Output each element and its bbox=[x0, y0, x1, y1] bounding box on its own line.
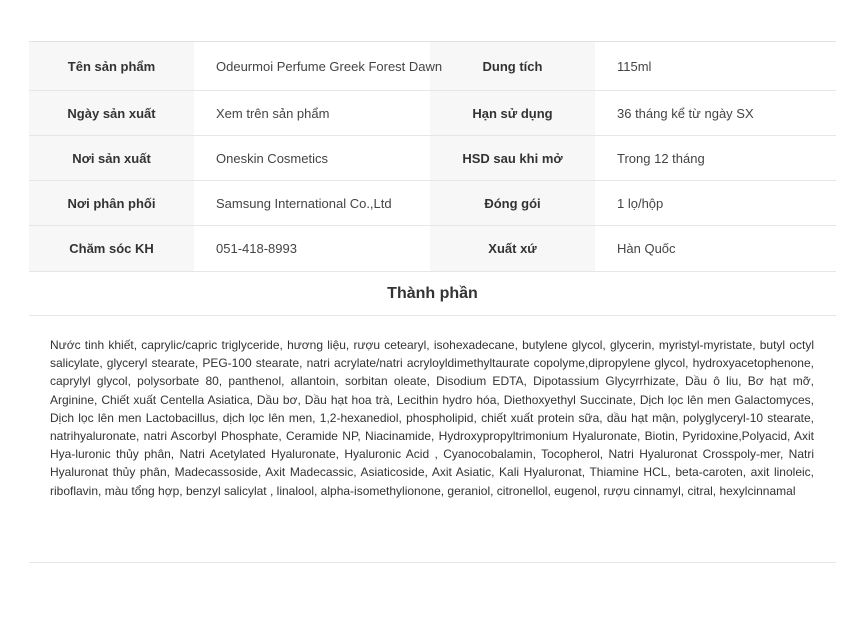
ingredients-text: Nước tinh khiết, caprylic/capric triglyceride, hương liệu, rượu cetearyl, isohexadecane, butylene glycol, glycerin, myristyl-myristate, butyl octyl salicylate, glyceryl stearate, PEG-100 stearate, natri acrylate/natri acryloyldimethyltaurate copolyme,dipropylene glycol, hydroxyacetophenone, caprylyl glycol, polysorbate 80, panthenol, allantoin, sorbitan oleate, Disodium EDTA, Dipotassium Glycyrrhizate, Dầu ô liu, Bơ hạt mỡ, Arginine, Chiết xuất Centella Asiatica, Dầu bơ, Dầu hạt hoa trà, Lecithin hydro hóa, Diethoxyethyl Succinate, Dịch lọc lên men Galactomyces, Dịch lọc lên men Lactobacillus, dịch lọc lên men, 1,2-hexanediol, phospholipid, chiết xuất protein sữa, dầu hạt mận, polyglyceryl-10 stearate, natrihyaluronate, natri Ascorbyl Phosphate, Ceramide NP, Niacinamide, Hydroxypropyltrimonium Hyaluronate, Biotin, Pyridoxine,Polyacid, Axit Hya-luronic thủy phân, Natri Acetylated Hyaluronate, Hyaluronic Acid , Cyanocobalamin, Tocopherol, Natri Hyaluronat Crosspoly-mer, Natri Hyaluronat thủy phân, Madecassoside, Axit Madecassic, Asiaticoside, Axit Asiatic, Kali Hyaluronat, Thiamine HCL, beta-caroten, axit linoleic, riboflavin, màu tổng hợp, benzyl salicylat , linalool, alpha-isomethylionone, geraniol, citronellol, eugenol, rượu cinnamyl, citral, hexylcinnamal bbox=[29, 316, 836, 563]
spec-label: Chăm sóc KH bbox=[29, 226, 194, 272]
spec-value: Xem trên sản phẩm bbox=[194, 91, 430, 136]
ingredients-title: Thành phần bbox=[29, 272, 836, 316]
product-info bbox=[29, 41, 836, 563]
spec-value: 115ml bbox=[595, 42, 836, 91]
spec-label: Đóng gói bbox=[430, 181, 595, 226]
spec-value: Hàn Quốc bbox=[595, 226, 836, 272]
spec-label: Hạn sử dụng bbox=[430, 91, 595, 136]
spec-label: Xuất xứ bbox=[430, 226, 595, 272]
spec-value: 36 tháng kể từ ngày SX bbox=[595, 91, 836, 136]
spec-value: 1 lọ/hộp bbox=[595, 181, 836, 226]
spec-label: Tên sản phẩm bbox=[29, 42, 194, 91]
spec-row bbox=[29, 91, 836, 136]
spec-table bbox=[29, 41, 836, 272]
spec-row bbox=[29, 226, 836, 272]
spec-value: Samsung International Co.,Ltd bbox=[194, 181, 430, 226]
spec-value: 051-418-8993 bbox=[194, 226, 430, 272]
spec-value: Oneskin Cosmetics bbox=[194, 136, 430, 181]
spec-label: Nơi sản xuất bbox=[29, 136, 194, 181]
spec-row bbox=[29, 136, 836, 181]
spec-label: Dung tích bbox=[430, 42, 595, 91]
spec-label: Nơi phân phối bbox=[29, 181, 194, 226]
spec-row bbox=[29, 181, 836, 226]
spec-row bbox=[29, 42, 836, 91]
spec-value: Odeurmoi Perfume Greek Forest Dawn bbox=[194, 42, 430, 91]
spec-label: Ngày sản xuất bbox=[29, 91, 194, 136]
spec-value: Trong 12 tháng bbox=[595, 136, 836, 181]
spec-label: HSD sau khi mở bbox=[430, 136, 595, 181]
